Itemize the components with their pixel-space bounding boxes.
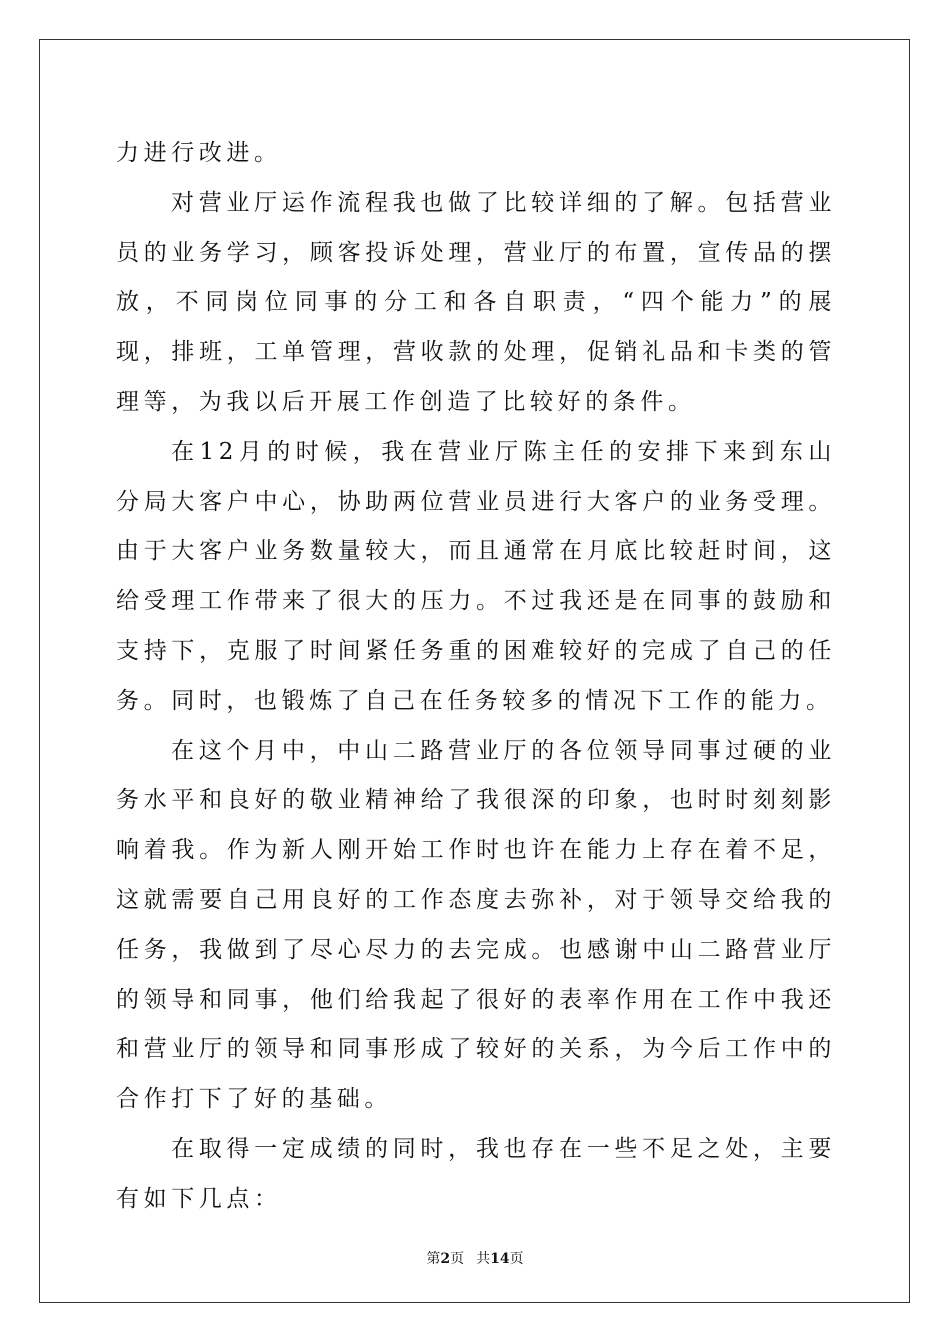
total-prefix: 共 bbox=[476, 1251, 491, 1267]
paragraph-december: 在12月的时候，我在营业厅陈主任的安排下来到东山分局大客户中心，协助两位营业员进行大客户的业务受理。由于大客户业务数量较大，而且通常在月底比较赶时间，这给受理工作带来了很大的压力。不过我还是在同事的鼓励和支持下，克服了时间紧任务重的困难较好的完成了自己的任务。同时，也锻炼了自己在任务较多的情况下工作的能力。 bbox=[116, 438, 836, 714]
paragraph-shortcomings: 在取得一定成绩的同时，我也存在一些不足之处，主要有如下几点： bbox=[116, 1135, 836, 1212]
paragraph-workflow: 对营业厅运作流程我也做了比较详细的了解。包括营业员的业务学习，顾客投诉处理，营业厅的布置，宣传品的摆放，不同岗位同事的分工和各自职责，“四个能力”的展现，排班，工单管理，营收款的处理，促销礼品和卡类的管理等，为我以后开展工作创造了比较好的条件。 bbox=[116, 189, 836, 415]
total-suffix: 页 bbox=[509, 1251, 524, 1267]
page-prefix: 第 bbox=[426, 1251, 441, 1267]
page-suffix: 页 bbox=[450, 1251, 465, 1267]
page-number: 2 bbox=[440, 1251, 451, 1267]
total-pages: 14 bbox=[490, 1251, 510, 1267]
page-footer bbox=[0, 1248, 950, 1268]
paragraph-continuation: 力进行改进。 bbox=[116, 140, 282, 166]
document-body bbox=[116, 129, 836, 1225]
paragraph-month-summary: 在这个月中，中山二路营业厅的各位领导同事过硬的业务水平和良好的敬业精神给了我很深的印象，也时时刻刻影响着我。作为新人刚开始工作时也许在能力上存在着不足，这就需要自己用良好的工作态度去弥补，对于领导交给我的任务，我做到了尽心尽力的去完成。也感谢中山二路营业厅的领导和同事，他们给我起了很好的表率作用在工作中我还和营业厅的领导和同事形成了较好的关系，为今后工作中的合作打下了好的基础。 bbox=[116, 737, 836, 1113]
